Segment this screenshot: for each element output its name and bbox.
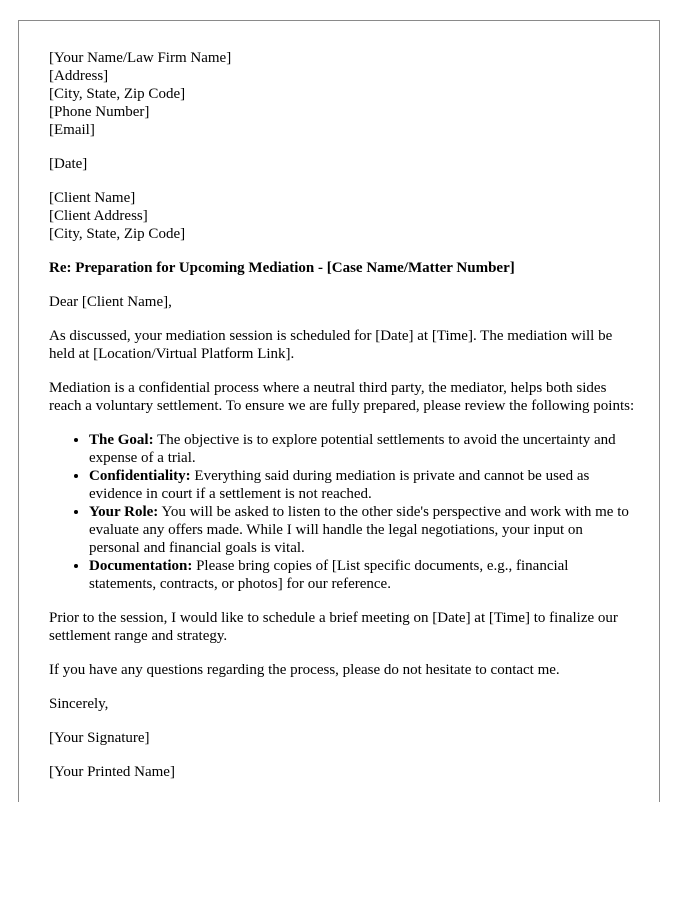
letter-body — [49, 49, 637, 797]
overview-paragraph: Mediation is a confidential process where a neutral third party, the mediator, helps both sides reach a voluntary settlement. To ensure we are fully prepared, please review the following points: — [49, 380, 635, 414]
points-list — [49, 431, 637, 593]
point-term: The Goal: — [89, 432, 154, 448]
letter-date: [Date] — [49, 156, 88, 172]
point-text: Please bring copies of [List specific documents, e.g., financial statements, contracts, or photos] for our reference. — [89, 558, 569, 592]
closing: Sincerely, — [49, 696, 109, 712]
recipient-name: [Client Name] — [49, 190, 136, 206]
point-text: The objective is to explore potential settlements to avoid the uncertainty and expense of a trial. — [89, 432, 616, 466]
list-item — [89, 557, 637, 593]
meeting-paragraph: Prior to the session, I would like to schedule a brief meeting on [Date] at [Time] to finalize our settlement range and strategy. — [49, 610, 618, 644]
salutation: Dear [Client Name], — [49, 294, 172, 310]
recipient-city-state-zip: [City, State, Zip Code] — [49, 226, 186, 242]
list-item — [89, 503, 637, 557]
signature-placeholder: [Your Signature] — [49, 730, 150, 746]
intro-paragraph: As discussed, your mediation session is scheduled for [Date] at [Time]. The mediation will be held at [Location/Virtual Platform Link]. — [49, 328, 613, 362]
point-term: Confidentiality: — [89, 468, 191, 484]
sender-block — [49, 49, 637, 139]
list-item — [89, 431, 637, 467]
letter-page — [18, 20, 660, 802]
recipient-block — [49, 189, 637, 243]
questions-paragraph: If you have any questions regarding the process, please do not hesitate to contact me. — [49, 662, 560, 678]
subject-line: Re: Preparation for Upcoming Mediation - [Case Name/Matter Number] — [49, 260, 515, 276]
sender-address: [Address] — [49, 68, 109, 84]
sender-phone: [Phone Number] — [49, 104, 150, 120]
sender-email: [Email] — [49, 122, 95, 138]
point-text: Everything said during mediation is private and cannot be used as evidence in court if a settlement is not reached. — [89, 468, 590, 502]
point-text: You will be asked to listen to the other side's perspective and work with me to evaluate any offers made. While I will handle the legal negotiations, your input on personal and financial goals is vital. — [89, 504, 629, 556]
point-term: Documentation: — [89, 558, 193, 574]
recipient-address: [Client Address] — [49, 208, 148, 224]
printed-name: [Your Printed Name] — [49, 764, 175, 780]
list-item — [89, 467, 637, 503]
point-term: Your Role: — [89, 504, 159, 520]
sender-city-state-zip: [City, State, Zip Code] — [49, 86, 186, 102]
sender-name: [Your Name/Law Firm Name] — [49, 50, 232, 66]
